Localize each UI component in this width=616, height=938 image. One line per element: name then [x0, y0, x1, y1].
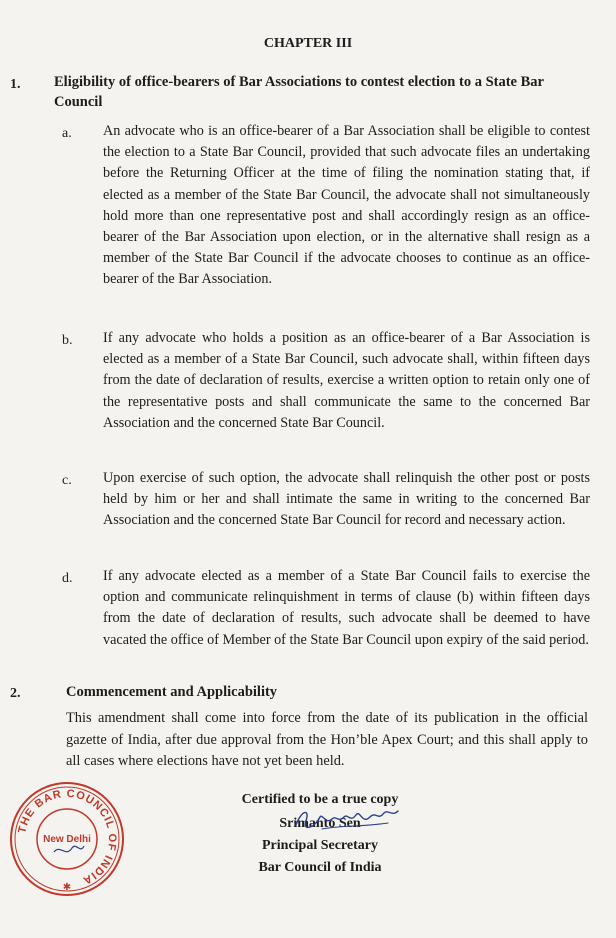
clause-d-letter: d.	[62, 571, 73, 586]
section-2-text: This amendment shall come into force from the date of its publication in the official gazette of India, after due approval from the Hon’ble Apex Court; and this shall apply to all cases where elections have not yet been held.	[66, 710, 588, 769]
section-2-title: Commencement and Applicability	[66, 684, 278, 700]
section-2-number: 2.	[10, 686, 21, 701]
bar-council-seal	[6, 778, 128, 900]
signatory-organization: Bar Council of India	[258, 860, 382, 875]
clause-c-text: Upon exercise of such option, the advocate shall relinquish the other post or posts held by him or her and shall intimate the same in writing to the concerned Bar Association and the concerned State Bar Council for record and necessary action.	[103, 470, 590, 529]
clause-b-letter: b.	[62, 333, 73, 348]
signatory-name: Srimanto Sen	[279, 816, 361, 831]
clause-a-letter: a.	[62, 126, 72, 141]
chapter-heading: CHAPTER III	[263, 36, 353, 51]
section-1-number: 1.	[10, 77, 21, 92]
clause-a-text: An advocate who is an office-bearer of a Bar Association shall be eligible to contest the election to a State Bar Council, provided that such advocate files an undertaking before the Returning Officer at the time of filing the nomination stating that, if elected as a member of the State Bar Council, the advocate shall not simultaneously hold more than one representative post and shall accordingly resign as an office-bearer of the Bar Association upon election, or in the alternative shall resign as a member of the State Bar Council if the advocate chooses to continue as an office-bearer of the Bar Association.	[103, 123, 590, 288]
clause-b-text: If any advocate who holds a position as an office-bearer of a Bar Association is elected as a member of a State Bar Council, such advocate shall, within fifteen days from the date of declaration of results, exercise a written option to retain only one of the representative posts and shall communicate the same to the concerned Bar Association and the concerned State Bar Council.	[103, 330, 590, 431]
section-1-title: Eligibility of office-bearers of Bar Associations to contest election to a State Bar Council	[54, 74, 544, 110]
signatory-designation: Principal Secretary	[262, 838, 378, 853]
svg-text:✱: ✱	[62, 882, 72, 893]
svg-text:New Delhi: New Delhi	[43, 834, 91, 845]
clause-d-text: If any advocate elected as a member of a State Bar Council fails to exercise the option and communicate relinquishment in terms of clause (b) within fifteen days from the date of declaration of results, such advocate shall be deemed to have vacated the office of Member of the State Bar Council upon expiry of the said period.	[103, 568, 590, 648]
clause-c-letter: c.	[62, 473, 72, 488]
svg-text:THE BAR COUNCIL OF INDIA: THE BAR COUNCIL OF INDIA	[16, 787, 119, 887]
certified-line: Certified to be a true copy	[241, 792, 399, 807]
handwritten-signature	[292, 803, 402, 837]
